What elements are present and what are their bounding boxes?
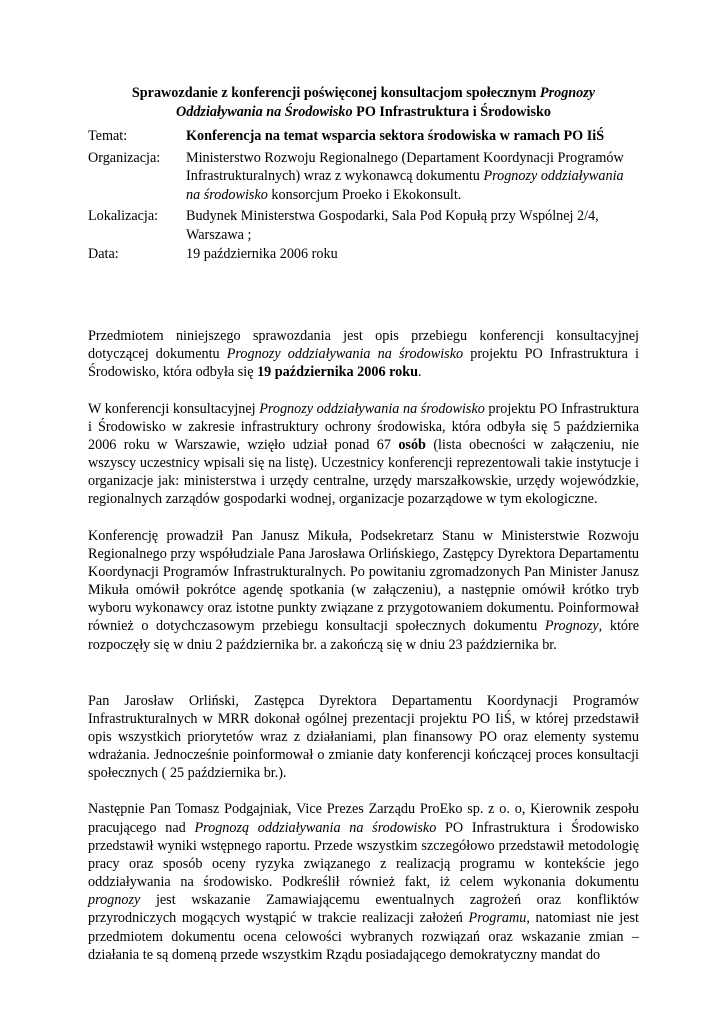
document-title	[88, 84, 639, 121]
lokalizacja-label: Lokalizacja:	[88, 208, 159, 225]
meta-row-data	[88, 245, 639, 264]
temat-value: Konferencja na temat wsparcia sektora środowiska w ramach PO IiŚ	[186, 128, 605, 144]
title-line-2: Oddziaływania na Środowisko PO Infrastruktura i Środowisko	[176, 103, 551, 120]
paragraph-4: Pan Jarosław Orliński, Zastępca Dyrektora Departamentu Koordynacji Programów Infrastrukturalnych w MRR dokonał ogólnej prezentacji projektu PO IiŚ, w której przedstawił opis wszystkich priorytetów wraz z działaniami, plan finansowy PO oraz elementy systemu wdrażania. Jednocześnie poinformował o zmianie daty konferencji kończącej proces konsultacji społecznych ( 25 października br.).	[88, 692, 639, 782]
title-line-1: Sprawozdanie z konferencji poświęconej konsultacjom społecznym Prognozy	[131, 85, 596, 101]
paragraph-2: W konferencji konsultacyjnej Prognozy oddziaływania na środowisko projektu PO Infrastruktura i Środowisko w zakresie infrastruktury ochrony środowiska, która odbyła się 5 października 2006 roku w Warszawie, wzięło udział ponad 67 osób (lista obecności w załączeniu, nie wszyscy uczestnicy wpisali się na listę). Uczestnicy konferencji reprezentowali takie instytucje i organizacje jak: ministerstwa i urzędy centralne, urzędy marszałkowskie, urzędy wojewódzkie, regionalnych zarządów gospodarki wodnej, organizacje pozarządowe w tym ekologiczne.	[88, 400, 640, 508]
paragraph-3: Konferencję prowadził Pan Janusz Mikuła, Podsekretarz Stanu w Ministerstwie Rozwoju Regionalnego przy współudziale Pana Jarosława Orlińskiego, Zastępcy Dyrektora Departamentu Koordynacji Programów Infrastrukturalnych. Po powitaniu zgromadzonych Pan Minister Janusz Mikuła omówił pokrótce agendę spotkania (w załączeniu), a następnie omówił krótko tryb wyboru wykonawcy oraz istotne punkty związane z przygotowaniem dokumentu. Poinformował również o dotychczasowym przebiegu konsultacji społecznych dokumentu Prognozy, które rozpoczęły się w dniu 2 października br. a zakończą się w dniu 23 października br.	[88, 527, 639, 653]
lokalizacja-value: Budynek Ministerstwa Gospodarki, Sala Pod Kopułą przy Wspólnej 2/4, Warszawa ;	[186, 208, 599, 243]
data-value: 19 października 2006 roku	[186, 245, 338, 262]
paragraph-1: Przedmiotem niniejszego sprawozdania jest opis przebiegu konferencji konsultacyjnej dotyczącej dokumentu Prognozy oddziaływania na środowisko projektu PO Infrastruktura i Środowisko, która odbyła się 19 października 2006 roku.	[88, 328, 639, 381]
meta-table	[88, 127, 639, 263]
meta-row-temat	[88, 127, 639, 146]
meta-row-organizacja	[88, 149, 639, 205]
data-label: Data:	[88, 245, 119, 262]
temat-label: Temat:	[88, 128, 128, 144]
organizacja-label: Organizacja:	[88, 149, 161, 166]
organizacja-value: Ministerstwo Rozwoju Regionalnego (Departament Koordynacji Programów Infrastrukturalnych) wraz z wykonawcą dokumentu Prognozy oddziaływania na środowisko konsorcjum Proeko i Ekokonsult.	[186, 149, 624, 203]
meta-row-lokalizacja	[88, 207, 639, 244]
document-page	[88, 84, 639, 964]
paragraph-5: Następnie Pan Tomasz Podgajniak, Vice Prezes Zarządu ProEko sp. z o. o, Kierownik zespołu pracującego nad Prognozą oddziaływania na środowisko PO Infrastruktura i Środowisko przedstawił wyniki wstępnego raportu. Przede wszystkim szczegółowo przedstawił metodologię pracy oraz sposób oceny ryzyka związanego z realizacją programu w kontekście jego oddziaływania na środowisko. Podkreślił również fakt, iż celem wykonania dokumentu prognozy jest wskazanie Zamawiającemu ewentualnych zagrożeń oraz konfliktów przyrodniczych mogących wystąpić w trakcie realizacji założeń Programu, natomiast nie jest przedmiotem dokumentu ocena celowości wybranych rozwiązań oraz wskazanie zmian – działania te są domeną przede wszystkim Rządu posiadającego demokratyczny mandat do	[88, 801, 640, 963]
